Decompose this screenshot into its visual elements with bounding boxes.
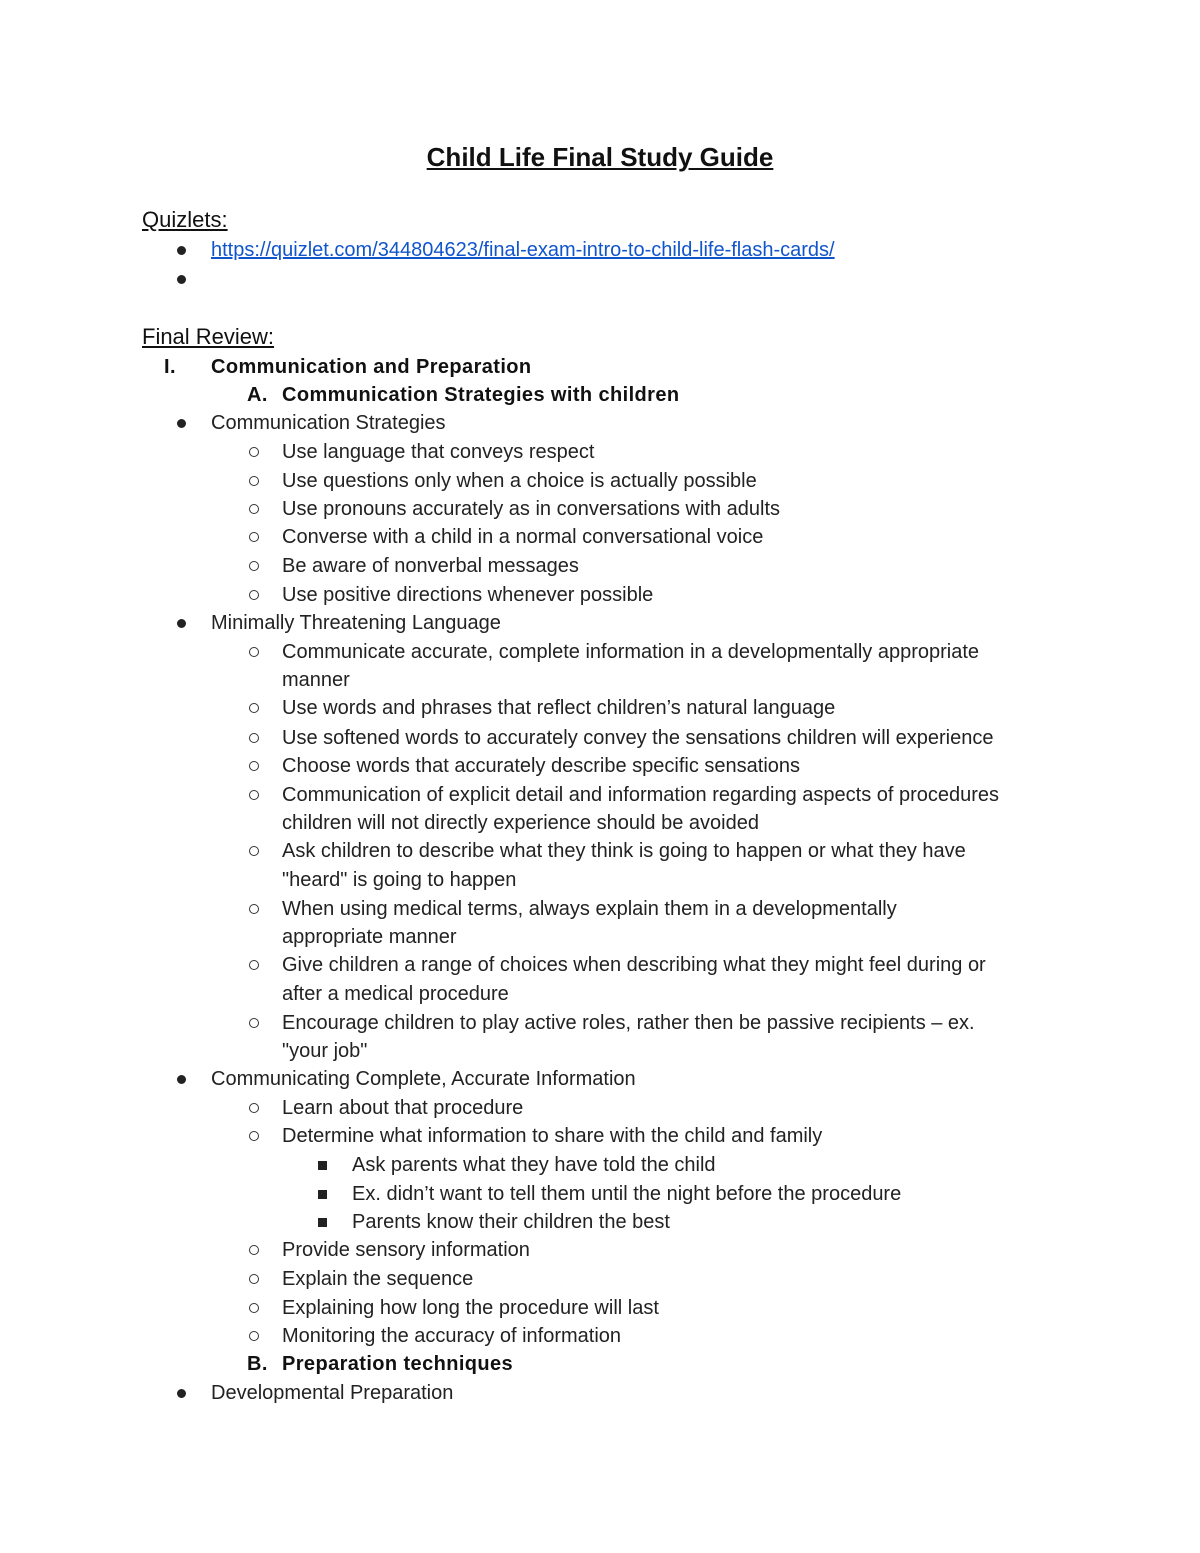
list-item-text: Ask parents what they have told the child xyxy=(352,1154,716,1176)
list-item-text: Use language that conveys respect xyxy=(282,441,595,463)
subsection-letter: A. xyxy=(247,384,268,406)
list-item-text: When using medical terms, always explain them in a developmentally xyxy=(282,898,897,920)
circle-bullet-icon xyxy=(249,476,259,486)
circle-bullet-icon xyxy=(249,590,259,600)
circle-bullet-icon xyxy=(249,504,259,514)
subsection-label: Preparation techniques xyxy=(282,1353,514,1375)
circle-bullet-icon xyxy=(249,846,259,856)
list-item-text: Give children a range of choices when describing what they might feel during or xyxy=(282,954,986,976)
list-item-text: Use softened words to accurately convey the sensations children will experience xyxy=(282,727,994,749)
list-item-label: Minimally Threatening Language xyxy=(211,612,501,634)
circle-bullet-icon xyxy=(249,790,259,800)
list-item-text: Use words and phrases that reflect children’s natural language xyxy=(282,697,836,719)
list-item-text: Use pronouns accurately as in conversations with adults xyxy=(282,498,781,520)
list-item-text: children will not directly experience should be avoided xyxy=(282,812,759,834)
page-title: Child Life Final Study Guide xyxy=(426,142,774,172)
list-item-text: appropriate manner xyxy=(282,926,457,948)
list-item-label: Communicating Complete, Accurate Information xyxy=(211,1068,636,1090)
circle-bullet-icon xyxy=(249,647,259,657)
bullet-icon xyxy=(177,1389,186,1398)
circle-bullet-icon xyxy=(249,1274,259,1284)
bullet-icon xyxy=(177,619,186,628)
list-item-label: Developmental Preparation xyxy=(211,1382,454,1404)
quizlets-heading: Quizlets: xyxy=(142,207,228,232)
circle-bullet-icon xyxy=(249,532,259,542)
circle-bullet-icon xyxy=(249,733,259,743)
list-item-text: Explaining how long the procedure will last xyxy=(282,1297,659,1319)
circle-bullet-icon xyxy=(249,1245,259,1255)
quizlet-link[interactable]: https://quizlet.com/344804623/final-exam-intro-to-child-life-flash-cards/ xyxy=(211,239,835,261)
circle-bullet-icon xyxy=(249,1018,259,1028)
list-item-text: manner xyxy=(282,669,350,691)
circle-bullet-icon xyxy=(249,761,259,771)
list-item-text: Determine what information to share with the child and family xyxy=(282,1125,823,1147)
list-item-text: Communication of explicit detail and information regarding aspects of procedures xyxy=(282,784,1000,806)
list-item-text: Ask children to describe what they think is going to happen or what they have xyxy=(282,840,966,862)
list-item-text: "your job" xyxy=(282,1040,368,1062)
bullet-icon xyxy=(177,246,186,255)
subsection-label: Communication Strategies with children xyxy=(282,384,680,406)
section-label: Communication and Preparation xyxy=(211,356,532,378)
circle-bullet-icon xyxy=(249,960,259,970)
list-item-text: Learn about that procedure xyxy=(282,1097,524,1119)
circle-bullet-icon xyxy=(249,1331,259,1341)
list-item-text: Ex. didn’t want to tell them until the night before the procedure xyxy=(352,1183,902,1205)
list-item-text: Communicate accurate, complete information in a developmentally appropriate xyxy=(282,641,980,663)
list-item-text: Explain the sequence xyxy=(282,1268,474,1290)
list-item-text: Be aware of nonverbal messages xyxy=(282,555,579,577)
bullet-icon xyxy=(177,419,186,428)
list-item-label: Communication Strategies xyxy=(211,412,446,434)
list-item-text: Parents know their children the best xyxy=(352,1211,670,1233)
subsection-letter: B. xyxy=(247,1353,268,1375)
list-item-text: after a medical procedure xyxy=(282,983,509,1005)
circle-bullet-icon xyxy=(249,561,259,571)
circle-bullet-icon xyxy=(249,447,259,457)
final-review-heading: Final Review: xyxy=(142,324,275,349)
list-item-text: "heard" is going to happen xyxy=(282,869,517,891)
square-bullet-icon xyxy=(318,1161,327,1170)
list-item-text: Use questions only when a choice is actually possible xyxy=(282,470,757,492)
list-item-text: Monitoring the accuracy of information xyxy=(282,1325,622,1347)
circle-bullet-icon xyxy=(249,1131,259,1141)
square-bullet-icon xyxy=(318,1218,327,1227)
circle-bullet-icon xyxy=(249,1303,259,1313)
section-number: I. xyxy=(164,356,176,378)
circle-bullet-icon xyxy=(249,703,259,713)
square-bullet-icon xyxy=(318,1190,327,1199)
list-item-text: Use positive directions whenever possible xyxy=(282,584,654,606)
bullet-icon xyxy=(177,1075,186,1084)
list-item-text: Converse with a child in a normal conversational voice xyxy=(282,526,764,548)
circle-bullet-icon xyxy=(249,904,259,914)
circle-bullet-icon xyxy=(249,1103,259,1113)
list-item-text: Choose words that accurately describe specific sensations xyxy=(282,755,801,777)
list-item-text: Provide sensory information xyxy=(282,1239,530,1261)
bullet-icon xyxy=(177,275,186,284)
list-item-text: Encourage children to play active roles, rather then be passive recipients – ex. xyxy=(282,1012,975,1034)
